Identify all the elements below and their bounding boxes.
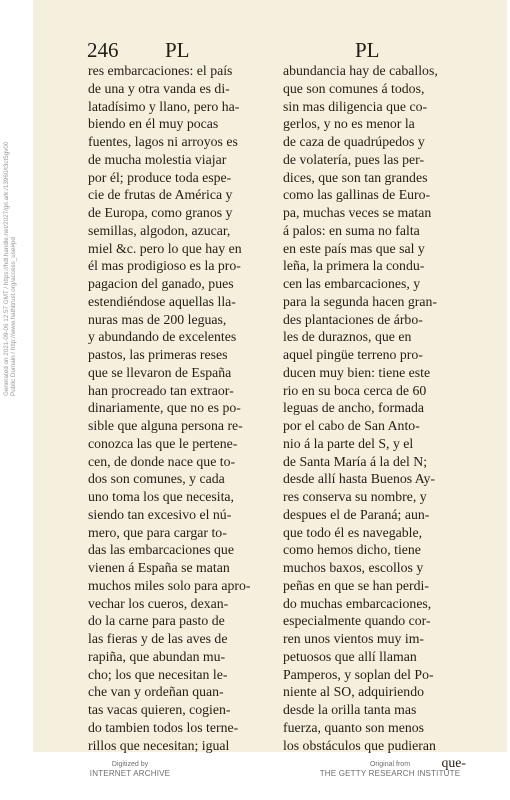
- text-line: de Europa, como granos y: [88, 205, 233, 220]
- text-line: de caza de quadrúpedos y: [283, 134, 425, 149]
- text-line: do tambien todos los terne-: [88, 719, 239, 735]
- text-line: por él; produce toda espe-: [88, 169, 232, 185]
- text-line: sin mas diligencia que co-: [283, 98, 428, 114]
- text-line: Pamperos, y soplan del Po-: [283, 666, 434, 682]
- text-line: que-: [441, 755, 466, 771]
- running-head-right: PL: [355, 38, 380, 62]
- text-line: pastos, las primeras reses: [88, 347, 228, 362]
- text-line: siendo tan excesivo el nú-: [88, 506, 232, 522]
- text-line: fuerza, quanto son menos: [283, 719, 424, 735]
- text-line: biendo en él muy pocas: [88, 116, 219, 132]
- text-line: latadísimo y llano, pero ha-: [88, 98, 240, 114]
- text-line: dices, que son tan grandes: [283, 169, 428, 185]
- text-line: á palos: en suma no falta: [283, 222, 420, 238]
- text-line: abundancia hay de caballos,: [283, 63, 438, 78]
- page-number: 246: [87, 38, 119, 62]
- text-line: leña, la primera la condu-: [283, 258, 425, 274]
- text-line: vienen á España se matan: [88, 560, 230, 575]
- hathitrust-side-stamp: [3, 142, 17, 396]
- footer-original-small: Original from: [369, 761, 411, 768]
- text-line: aquel pingüe terreno pro-: [283, 347, 423, 362]
- text-line: fuentes, lagos ni arroyos es: [88, 134, 238, 149]
- side-stamp-line-1: Generated on 2021-09-06 12:57 GMT / https://hdl.handle.net/2027/gri.ark:/13960/t3ct5gv00: [3, 141, 10, 396]
- text-line: muchos miles solo para apro-: [88, 577, 251, 593]
- text-line: petuosos que allí llaman: [283, 648, 417, 664]
- footer-original-name: THE GETTY RESEARCH INSTITUTE: [319, 769, 461, 778]
- footer-original: [290, 760, 490, 778]
- text-line: y abundando de excelentes: [88, 329, 237, 345]
- text-line: pagacion del ganado, pues: [88, 276, 234, 291]
- text-line: para la segunda hacen gran-: [283, 293, 437, 309]
- text-line: de Santa María á la del N;: [283, 453, 428, 469]
- text-line: das las embarcaciones que: [88, 542, 234, 558]
- text-line: ducen muy bien: tiene este: [283, 364, 431, 380]
- text-line: de una y otra vanda es di-: [88, 80, 230, 96]
- footer-digitized-name: INTERNET ARCHIVE: [89, 769, 171, 778]
- text-line: nio á la parte del S, y el: [283, 435, 414, 451]
- text-line: especialmente quando cor-: [283, 613, 431, 629]
- text-line: dos son comunes, y cada: [88, 471, 225, 487]
- text-line: cen las embarcaciones, y: [283, 276, 421, 291]
- text-line: que se llevaron de España: [88, 364, 232, 380]
- text-line: rio en su boca cerca de 60: [283, 382, 427, 398]
- text-line: do la carne para pasto de: [88, 613, 225, 629]
- text-line: que todo él es navegable,: [283, 524, 423, 540]
- text-line: che van y ordeñan quan-: [88, 684, 224, 700]
- text-line: sible que alguna persona re-: [88, 418, 243, 433]
- text-line: por el cabo de San Anto-: [283, 418, 420, 433]
- text-line: mero, que para cargar to-: [88, 524, 227, 540]
- text-line: ren unos vientos muy im-: [283, 631, 425, 646]
- text-line: de volatería, pues las per-: [283, 151, 425, 167]
- text-line: cen, de donde nace que to-: [88, 453, 236, 469]
- text-line: miel &c. pero lo que hay en: [88, 240, 242, 256]
- running-head-left: PL: [165, 38, 190, 62]
- text-line: rapiña, que abundan mu-: [88, 648, 226, 664]
- footer-digitized-small: Digitized by: [111, 761, 149, 768]
- text-line: conozca las que le pertene-: [88, 435, 238, 451]
- text-line: vechar los cueros, dexan-: [88, 595, 229, 611]
- text-line: los obstáculos que pudieran: [283, 737, 436, 753]
- text-line: leguas de ancho, formada: [283, 400, 424, 416]
- text-line: uno toma los que necesita,: [88, 489, 234, 504]
- text-line: cie de frutas de América y: [88, 187, 233, 203]
- left-text-column: [88, 62, 278, 754]
- text-line: muchos baxos, escollos y: [283, 560, 424, 575]
- text-line: des plantaciones de árbo-: [283, 311, 423, 327]
- text-line: despues el de Paraná; aun-: [283, 506, 430, 522]
- text-line: han procreado tan extraor-: [88, 382, 234, 398]
- text-line: como las gallinas de Euro-: [283, 187, 431, 203]
- text-line: desde allí hasta Buenos Ay-: [283, 471, 436, 487]
- text-line: niente al SO, adquiriendo: [283, 684, 425, 700]
- text-line: pa, muchas veces se matan: [283, 205, 432, 220]
- text-line: como hemos dicho, tiene: [283, 542, 421, 558]
- text-line: rillos que necesitan; igual: [88, 737, 230, 753]
- text-line: cho; los que necesitan le-: [88, 666, 228, 682]
- text-line: las fieras y de las aves de: [88, 631, 228, 646]
- text-line: res embarcaciones: el país: [88, 63, 233, 78]
- text-line: nuras mas de 200 leguas,: [88, 311, 227, 327]
- text-line: les de duraznos, que en: [283, 329, 412, 345]
- text-line: dinariamente, que no es po-: [88, 400, 241, 416]
- text-line: res conserva su nombre, y: [283, 489, 427, 504]
- text-line: do muchas embarcaciones,: [283, 595, 432, 611]
- text-line: desde la orilla tanta mas: [283, 702, 417, 717]
- text-line: tas vacas quieren, cogien-: [88, 702, 231, 717]
- text-line: en este país mas que sal y: [283, 240, 425, 256]
- text-line: que son comunes á todos,: [283, 80, 425, 96]
- text-line: gerlos, y no es menor la: [283, 116, 415, 132]
- text-line: de mucha molestia viajar: [88, 151, 227, 167]
- footer-digitized: [70, 760, 190, 778]
- text-line: peñas en que se han perdi-: [283, 577, 429, 593]
- text-line: estendiéndose aquellas lla-: [88, 293, 236, 309]
- side-stamp-line-2: Public Domain / http://www.hathitrust.org/access_use#pd: [10, 237, 17, 396]
- text-line: semillas, algodon, azucar,: [88, 222, 231, 238]
- text-line: él mas prodigioso es la pro-: [88, 258, 241, 274]
- right-text-column: [283, 62, 466, 772]
